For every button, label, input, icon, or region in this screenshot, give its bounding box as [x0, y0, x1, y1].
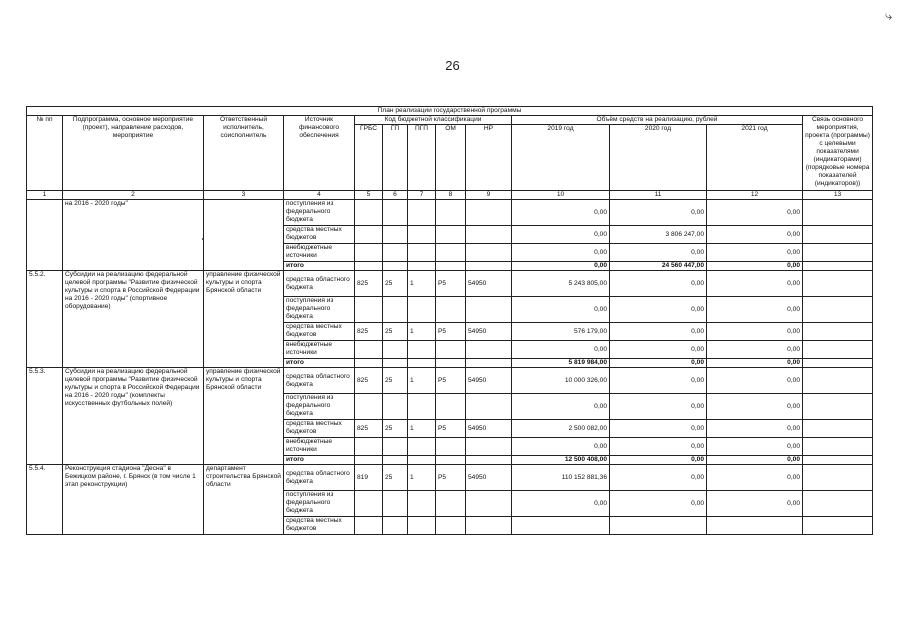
- value-2020: 0,00: [610, 341, 707, 359]
- col-number: 12: [707, 191, 803, 200]
- value-2021: 0,00: [707, 420, 803, 438]
- source-cell: средства местных бюджетов: [284, 517, 355, 535]
- source-cell: внебюджетные источники: [284, 341, 355, 359]
- source-cell: средства областного бюджета: [284, 271, 355, 297]
- value-2020: 0,00: [610, 297, 707, 323]
- value-2019: 5 819 984,00: [512, 359, 610, 368]
- value-2019: 0,00: [512, 262, 610, 271]
- col-number: 4: [284, 191, 355, 200]
- value-2020: 0,00: [610, 420, 707, 438]
- table-row: [27, 368, 873, 394]
- row-name: Реконструкция стадиона "Десна" в Бежицком районе, г. Брянск (в том числе 1 этап реконструкции): [63, 465, 204, 535]
- col-number: 3: [204, 191, 284, 200]
- header-grbs: ГРБС: [355, 125, 383, 191]
- value-2020: 0,00: [610, 394, 707, 420]
- row-name: Субсидии на реализацию федеральной целевой программы "Развитие физической культуры и спорта в Российской Федерации на 2016 - 2020 годы" (спортивное оборудование): [63, 271, 204, 368]
- value-2021: 0,00: [707, 394, 803, 420]
- cont-num: [27, 200, 63, 271]
- value-2019: 110 152 881,36: [512, 465, 610, 491]
- page-number: 26: [445, 58, 460, 73]
- col-number: 13: [803, 191, 873, 200]
- nr-cell: 54950: [466, 323, 512, 341]
- source-cell: средства областного бюджета: [284, 368, 355, 394]
- col-number: 7: [408, 191, 436, 200]
- value-2021: 0,00: [707, 323, 803, 341]
- value-2021: 0,00: [707, 262, 803, 271]
- grbs-cell: 825: [355, 420, 383, 438]
- value-2021: 0,00: [707, 491, 803, 517]
- value-2019: 0,00: [512, 438, 610, 456]
- header-bk-group: Код бюджетной классификации: [355, 116, 512, 125]
- pgp-cell: 1: [408, 271, 436, 297]
- value-2019: 0,00: [512, 297, 610, 323]
- value-2019: 0,00: [512, 244, 610, 262]
- value-2020: 24 560 447,00: [610, 262, 707, 271]
- value-2021: 0,00: [707, 226, 803, 244]
- row-resp: управление физической культуры и спорта Брянской области: [204, 368, 284, 465]
- grbs-cell: 825: [355, 368, 383, 394]
- value-2021: 0,00: [707, 200, 803, 226]
- header-nr: НР: [466, 125, 512, 191]
- col-number: 1: [27, 191, 63, 200]
- value-2020: 0,00: [610, 368, 707, 394]
- column-number-row: [27, 191, 873, 200]
- value-2020: 0,00: [610, 323, 707, 341]
- value-2019: 0,00: [512, 394, 610, 420]
- source-cell: итого: [284, 359, 355, 368]
- header-om: ОМ: [436, 125, 466, 191]
- col-number: 9: [466, 191, 512, 200]
- value-2021: 0,00: [707, 368, 803, 394]
- row-num: 5.5.3.: [27, 368, 63, 465]
- value-2019: 5 243 805,00: [512, 271, 610, 297]
- pgp-cell: 1: [408, 420, 436, 438]
- value-2020: 0,00: [610, 491, 707, 517]
- header-source: Источник финансового обеспечения: [284, 116, 355, 191]
- source-cell: внебюджетные источники: [284, 438, 355, 456]
- header-resp: Ответственный исполнитель, соисполнитель: [204, 116, 284, 191]
- corner-mark-icon: ⤷: [885, 8, 893, 23]
- header-2020: 2020 год: [610, 125, 707, 191]
- header-2019: 2019 год: [512, 125, 610, 191]
- value-2020: 0,00: [610, 465, 707, 491]
- program-plan-table: [26, 106, 873, 535]
- value-2019: 2 500 082,00: [512, 420, 610, 438]
- value-2019: 0,00: [512, 341, 610, 359]
- value-2020: 0,00: [610, 271, 707, 297]
- row-name: Субсидии на реализацию федеральной целевой программы "Развитие физической культуры и спорта в Российской Федерации на 2016 - 2020 годы" (комплекты искусственных футбольных полей): [63, 368, 204, 465]
- gp-cell: 25: [383, 420, 408, 438]
- source-cell: внебюджетные источники: [284, 244, 355, 262]
- source-cell: итого: [284, 262, 355, 271]
- om-cell: P5: [436, 420, 466, 438]
- cont-resp: [204, 200, 284, 271]
- source-cell: итого: [284, 456, 355, 465]
- col-number: 2: [63, 191, 204, 200]
- source-cell: поступления из федерального бюджета: [284, 297, 355, 323]
- row-resp: управление физической культуры и спорта Брянской области: [204, 271, 284, 368]
- source-cell: поступления из федерального бюджета: [284, 200, 355, 226]
- value-2020: 0,00: [610, 244, 707, 262]
- gp-cell: 25: [383, 271, 408, 297]
- table-title: План реализации государственной программы: [27, 107, 873, 116]
- header-gp: ГП: [383, 125, 408, 191]
- pgp-cell: 1: [408, 465, 436, 491]
- source-cell: поступления из федерального бюджета: [284, 394, 355, 420]
- nr-cell: 54950: [466, 465, 512, 491]
- header-link: Связь основного мероприятия, проекта (программы) с целевыми показателями (индикаторами) (порядковые номера показателей (индикаторов)): [803, 116, 873, 191]
- value-2020: 0,00: [610, 438, 707, 456]
- nr-cell: 54950: [466, 368, 512, 394]
- value-2019: 10 000 326,00: [512, 368, 610, 394]
- value-2019: 576 179,00: [512, 323, 610, 341]
- table-row: [27, 271, 873, 297]
- source-cell: средства местных бюджетов: [284, 226, 355, 244]
- value-2019: 12 500 408,00: [512, 456, 610, 465]
- header-funds-group: Объём средств на реализацию, рублей: [512, 116, 803, 125]
- source-cell: средства областного бюджета: [284, 465, 355, 491]
- grbs-cell: 825: [355, 323, 383, 341]
- source-cell: поступления из федерального бюджета: [284, 491, 355, 517]
- value-2021: 0,00: [707, 438, 803, 456]
- value-2021: 0,00: [707, 244, 803, 262]
- col-number: 5: [355, 191, 383, 200]
- grbs-cell: 825: [355, 271, 383, 297]
- value-2020: 0,00: [610, 359, 707, 368]
- value-2019: 0,00: [512, 226, 610, 244]
- nr-cell: 54950: [466, 271, 512, 297]
- nr-cell: 54950: [466, 420, 512, 438]
- value-2020: 0,00: [610, 456, 707, 465]
- row-resp: департамент строительства Брянской области: [204, 465, 284, 535]
- col-number: 6: [383, 191, 408, 200]
- table-row: [27, 200, 873, 226]
- value-2021: 0,00: [707, 297, 803, 323]
- value-2021: 0,00: [707, 341, 803, 359]
- value-2021: [707, 517, 803, 535]
- value-2019: 0,00: [512, 200, 610, 226]
- cont-name: на 2016 - 2020 годы": [63, 200, 204, 271]
- value-2021: 0,00: [707, 456, 803, 465]
- header-pgp: ПГП: [408, 125, 436, 191]
- value-2021: 0,00: [707, 271, 803, 297]
- source-cell: средства местных бюджетов: [284, 323, 355, 341]
- pgp-cell: 1: [408, 323, 436, 341]
- om-cell: P5: [436, 271, 466, 297]
- gp-cell: 25: [383, 368, 408, 394]
- header-2021: 2021 год: [707, 125, 803, 191]
- row-num: 5.5.2.: [27, 271, 63, 368]
- grbs-cell: 819: [355, 465, 383, 491]
- pgp-cell: 1: [408, 368, 436, 394]
- table-row: [27, 465, 873, 491]
- value-2019: 0,00: [512, 491, 610, 517]
- row-num: 5.5.4.: [27, 465, 63, 535]
- col-number: 11: [610, 191, 707, 200]
- col-number: 8: [436, 191, 466, 200]
- source-cell: средства местных бюджетов: [284, 420, 355, 438]
- value-2019: [512, 517, 610, 535]
- header-num: № пп: [27, 116, 63, 191]
- value-2021: 0,00: [707, 465, 803, 491]
- gp-cell: 25: [383, 465, 408, 491]
- om-cell: P5: [436, 323, 466, 341]
- col-number: 10: [512, 191, 610, 200]
- value-2021: 0,00: [707, 359, 803, 368]
- om-cell: P5: [436, 465, 466, 491]
- om-cell: P5: [436, 368, 466, 394]
- value-2020: 0,00: [610, 200, 707, 226]
- value-2020: [610, 517, 707, 535]
- gp-cell: 25: [383, 323, 408, 341]
- header-name: Подпрограмма, основное мероприятие (проект), направление расходов, мероприятие: [63, 116, 204, 191]
- value-2020: 3 806 247,00: [610, 226, 707, 244]
